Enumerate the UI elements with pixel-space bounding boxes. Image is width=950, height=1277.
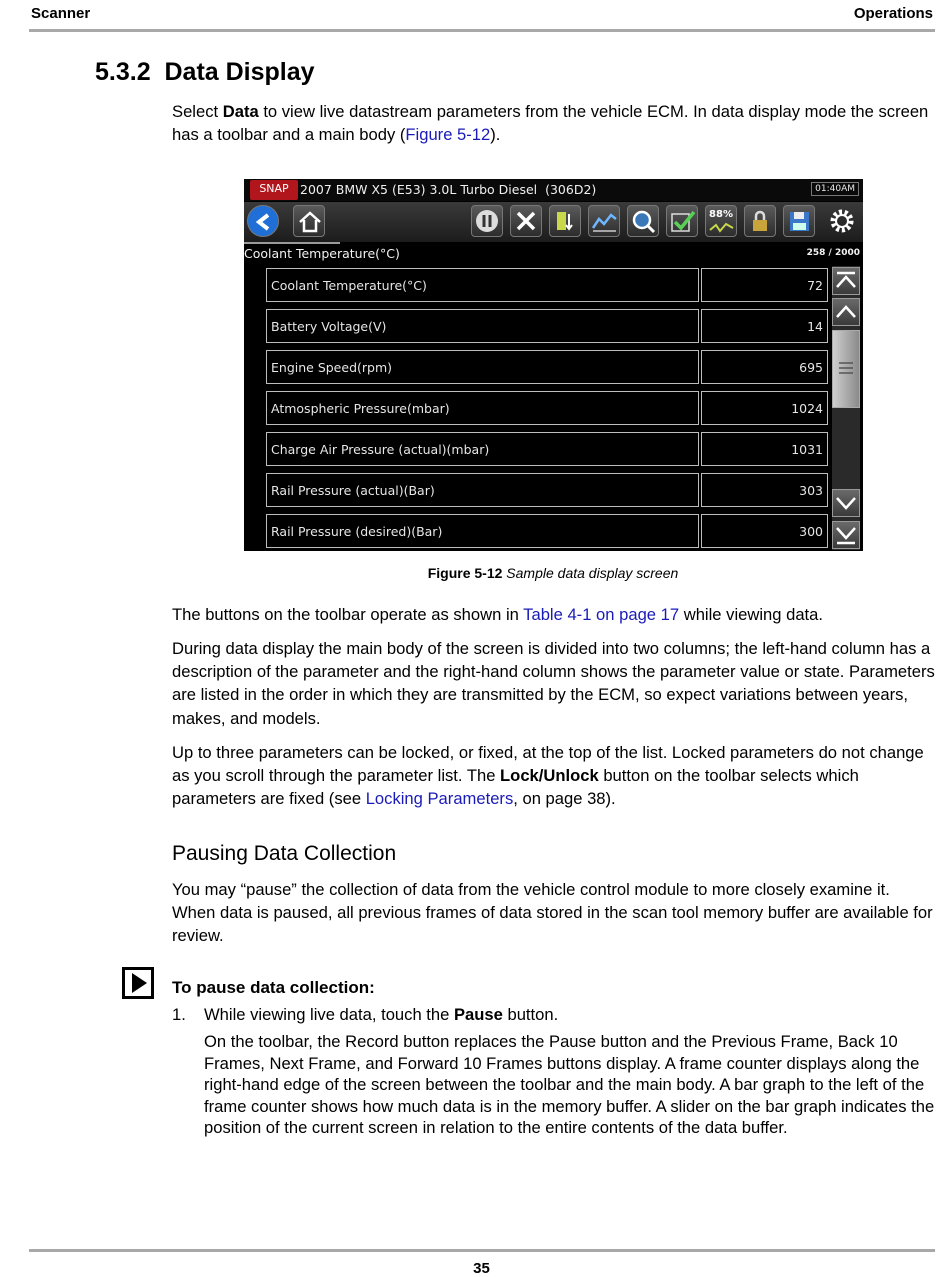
- screen-title-bar: [244, 179, 863, 201]
- scroll-down-button[interactable]: [832, 489, 860, 517]
- back-icon[interactable]: [247, 205, 279, 237]
- figure-link[interactable]: Figure 5-12: [405, 125, 491, 145]
- parameter-name: Rail Pressure (actual)(Bar): [266, 473, 699, 507]
- header-left-title: Scanner: [31, 5, 91, 22]
- parameter-name: Coolant Temperature(°C): [266, 268, 699, 302]
- procedure-arrow-icon: [122, 967, 154, 999]
- parameter-value: 14: [701, 309, 828, 343]
- locking-parameters-link[interactable]: Locking Parameters: [365, 789, 514, 809]
- parameter-row[interactable]: [266, 268, 828, 302]
- parameter-row[interactable]: [266, 473, 828, 507]
- procedure-title: To pause data collection:: [172, 978, 375, 997]
- scroll-up-button[interactable]: [832, 298, 860, 326]
- parameter-row[interactable]: [266, 391, 828, 425]
- parameter-row[interactable]: [266, 432, 828, 466]
- clear-icon[interactable]: [510, 205, 542, 237]
- frame-counter: 258 / 2000: [806, 248, 860, 258]
- scroll-bottom-button[interactable]: [832, 521, 860, 549]
- home-icon[interactable]: [293, 205, 325, 237]
- step-text: While viewing live data, touch the Pause button.: [204, 1005, 559, 1024]
- select-icon[interactable]: [666, 205, 698, 237]
- parameter-name: Atmospheric Pressure(mbar): [266, 391, 699, 425]
- parameter-value: 695: [701, 350, 828, 384]
- section-title: 5.3.2 Data Display: [95, 58, 315, 86]
- intro-paragraph: Select Data to view live datastream parameters from the vehicle ECM. In data display mode the screen has a toolbar and a main body (Figure 5-12).: [172, 102, 929, 145]
- pause-icon[interactable]: [471, 205, 503, 237]
- parameter-row[interactable]: [266, 514, 828, 548]
- graph-icon[interactable]: [588, 205, 620, 237]
- toolbar-paragraph: The buttons on the toolbar operate as shown in Table 4-1 on page 17 while viewing data.: [172, 605, 824, 624]
- parameter-value: 1031: [701, 432, 828, 466]
- header-divider: [29, 29, 935, 32]
- subsection-title: Pausing Data Collection: [172, 842, 397, 865]
- lock-icon[interactable]: [744, 205, 776, 237]
- parameter-name: Engine Speed(rpm): [266, 350, 699, 384]
- data-keyword: Data: [222, 102, 259, 121]
- page-number: 35: [473, 1260, 490, 1277]
- parameter-name: Rail Pressure (desired)(Bar): [266, 514, 699, 548]
- selected-parameter-header: Coolant Temperature(°C): [244, 246, 400, 261]
- figure-caption: Figure 5-12 Sample data display screen: [427, 565, 679, 581]
- parameter-value: 1024: [701, 391, 828, 425]
- table-link[interactable]: Table 4-1 on page 17: [523, 605, 680, 624]
- zoom-icon[interactable]: [627, 205, 659, 237]
- save-icon[interactable]: [783, 205, 815, 237]
- pausing-paragraph: You may “pause” the collection of data from the vehicle control module to more closely examine it. When data is paused, all previous frames of data stored in the scan tool memory buffer are available for review.: [172, 880, 933, 946]
- parameter-row[interactable]: [266, 350, 828, 384]
- header-right-title: Operations: [853, 5, 933, 22]
- locking-paragraph: Up to three parameters can be locked, or fixed, at the top of the list. Locked parameters do not change as you scroll through the parameter list. The Lock/Unlock button on the toolbar selects which parameters are fixed (see Locking Parameters, on page 38).: [172, 743, 924, 809]
- parameter-name: Battery Voltage(V): [266, 309, 699, 343]
- parameter-value: 303: [701, 473, 828, 507]
- data-display-screenshot: [244, 179, 863, 551]
- columns-paragraph: During data display the main body of the screen is divided into two columns; the left-hand column has a description of the parameter and the right-hand column shows the parameter value or state. Parameters are listed in the order in which they are transmitted by the ECM, so expect variations between years, makes, and models.: [172, 639, 935, 728]
- change-view-icon[interactable]: [549, 205, 581, 237]
- scrollbar-thumb[interactable]: [832, 330, 860, 408]
- parameter-value: 72: [701, 268, 828, 302]
- footer-divider: [29, 1249, 935, 1252]
- parameter-value: 300: [701, 514, 828, 548]
- parameter-name: Charge Air Pressure (actual)(mbar): [266, 432, 699, 466]
- vehicle-title: 2007 BMW X5 (E53) 3.0L Turbo Diesel (306D2): [300, 182, 597, 197]
- step-detail: On the toolbar, the Record button replaces the Pause button and the Previous Frame, Back 10 Frames, Next Frame, and Forward 10 Frames buttons display. A frame counter displays along the right-hand edge of the screen between the toolbar and the main body. A bar graph to the left of the frame counter shows how much data is in the memory buffer. A slider on the bar graph indicates the position of the current screen in relation to the entire contents of the data buffer.: [204, 1032, 935, 1137]
- battery-percent-icon[interactable]: 88%: [705, 205, 737, 237]
- brand-logo: SNAP: [250, 180, 298, 200]
- scroll-top-button[interactable]: [832, 267, 860, 295]
- status-clock: 01:40AM: [811, 182, 859, 196]
- buffer-bar-graph: [244, 242, 340, 244]
- step-number: 1.: [172, 1005, 186, 1024]
- screen-toolbar: [244, 202, 863, 242]
- settings-icon[interactable]: [826, 205, 858, 237]
- parameter-row[interactable]: [266, 309, 828, 343]
